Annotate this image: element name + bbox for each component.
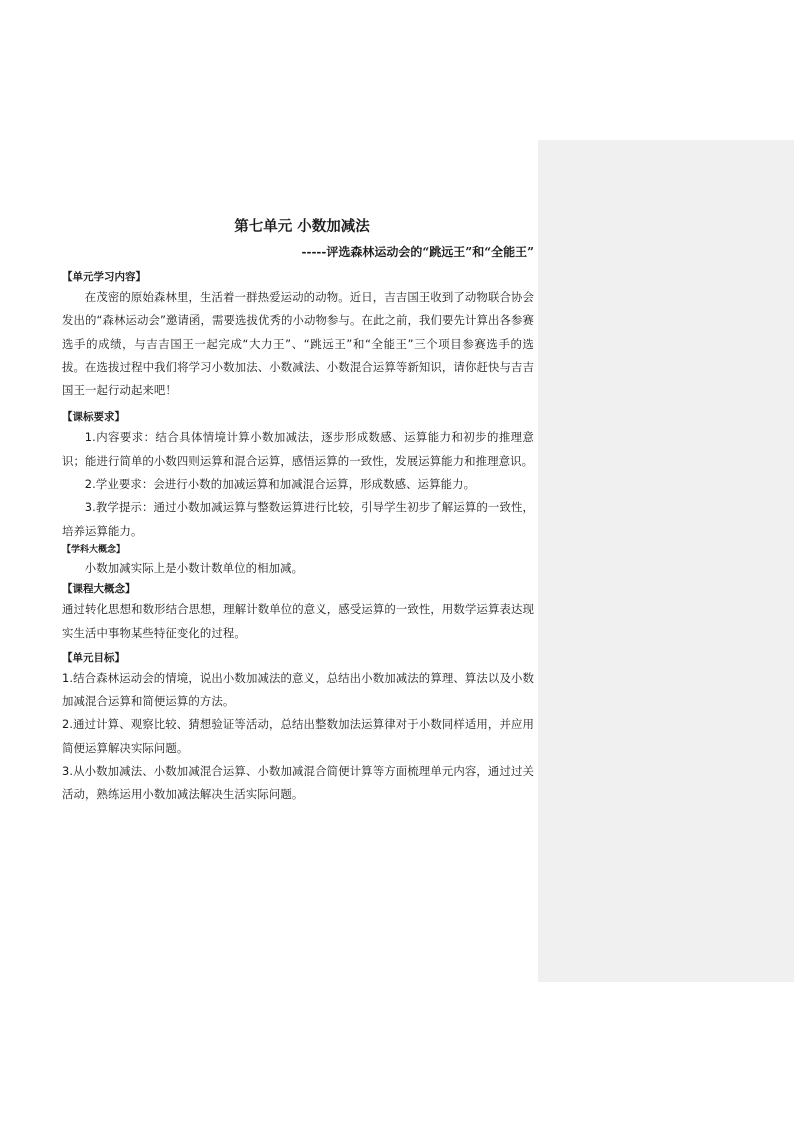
unit-content-paragraph: 在茂密的原始森林里，生活着一群热爱运动的动物。近日，吉吉国王收到了动物联合协会发出的“森林运动会”邀请函，需要选拔优秀的小动物参与。在此之前，我们要先计算出各参赛选手的成绩，与吉吉国王一起完成“大力王”、“跳远王”和“全能王”三个项目参赛选手的选拔。在选拔过程中我们将学习小数加法、小数减法、小数混合运算等新知识，请你赶快与吉吉国王一起行动起来吧！ [62,290,534,398]
standards-item-2: 2.学业要求：会进行小数的加减运算和加减混合运算，形成数感、运算能力。 [84,477,476,492]
discipline-concept-paragraph: 小数加减实际上是小数计数单位的相加减。 [84,560,304,575]
objective-item-3: 3.从小数加减法、小数加减混合运算、小数加减混合简便计算等方面梳理单元内容，通过过关活动，熟练运用小数加减法解决生活实际问题。 [62,764,534,802]
document-body [62,214,534,807]
objective-item-1: 1.结合森林运动会的情境，说出小数加减法的意义，总结出小数加减法的算理、算法以及小数加减混合运算和简便运算的方法。 [62,670,534,709]
objectives-heading: 【单元目标】 [62,651,125,664]
discipline-concept-heading: 【学科大概念】 [62,544,126,555]
objective-item-2: 2.通过计算、观察比较、猜想验证等活动，总结出整数加法运算律对于小数同样适用，并应用简便运算解决实际问题。 [62,717,534,755]
page-title: 第七单元 小数加减法 [234,218,370,235]
standards-item-1: 1.内容要求：结合具体情境计算小数加减法，逐步形成数感、运算能力和初步的推理意识；能进行简单的小数四则运算和混合运算，感悟运算的一致性，发展运算能力和推理意识。 [62,430,534,468]
comment-pane [538,140,794,982]
standards-item-3: 3.教学提示：通过小数加减运算与整数运算进行比较，引导学生初步了解运算的一致性，培养运算能力。 [62,500,534,538]
page-subtitle: -----评选森林运动会的“跳远王”和“全能王” [301,245,534,259]
course-concept-paragraph: 通过转化思想和数形结合思想，理解计数单位的意义，感受运算的一致性，用数学运算表达现实生活中事物某些特征变化的过程。 [62,602,534,640]
standards-heading: 【课标要求】 [62,411,125,424]
unit-content-heading: 【单元学习内容】 [62,271,146,283]
course-concept-heading: 【课程大概念】 [62,583,136,596]
